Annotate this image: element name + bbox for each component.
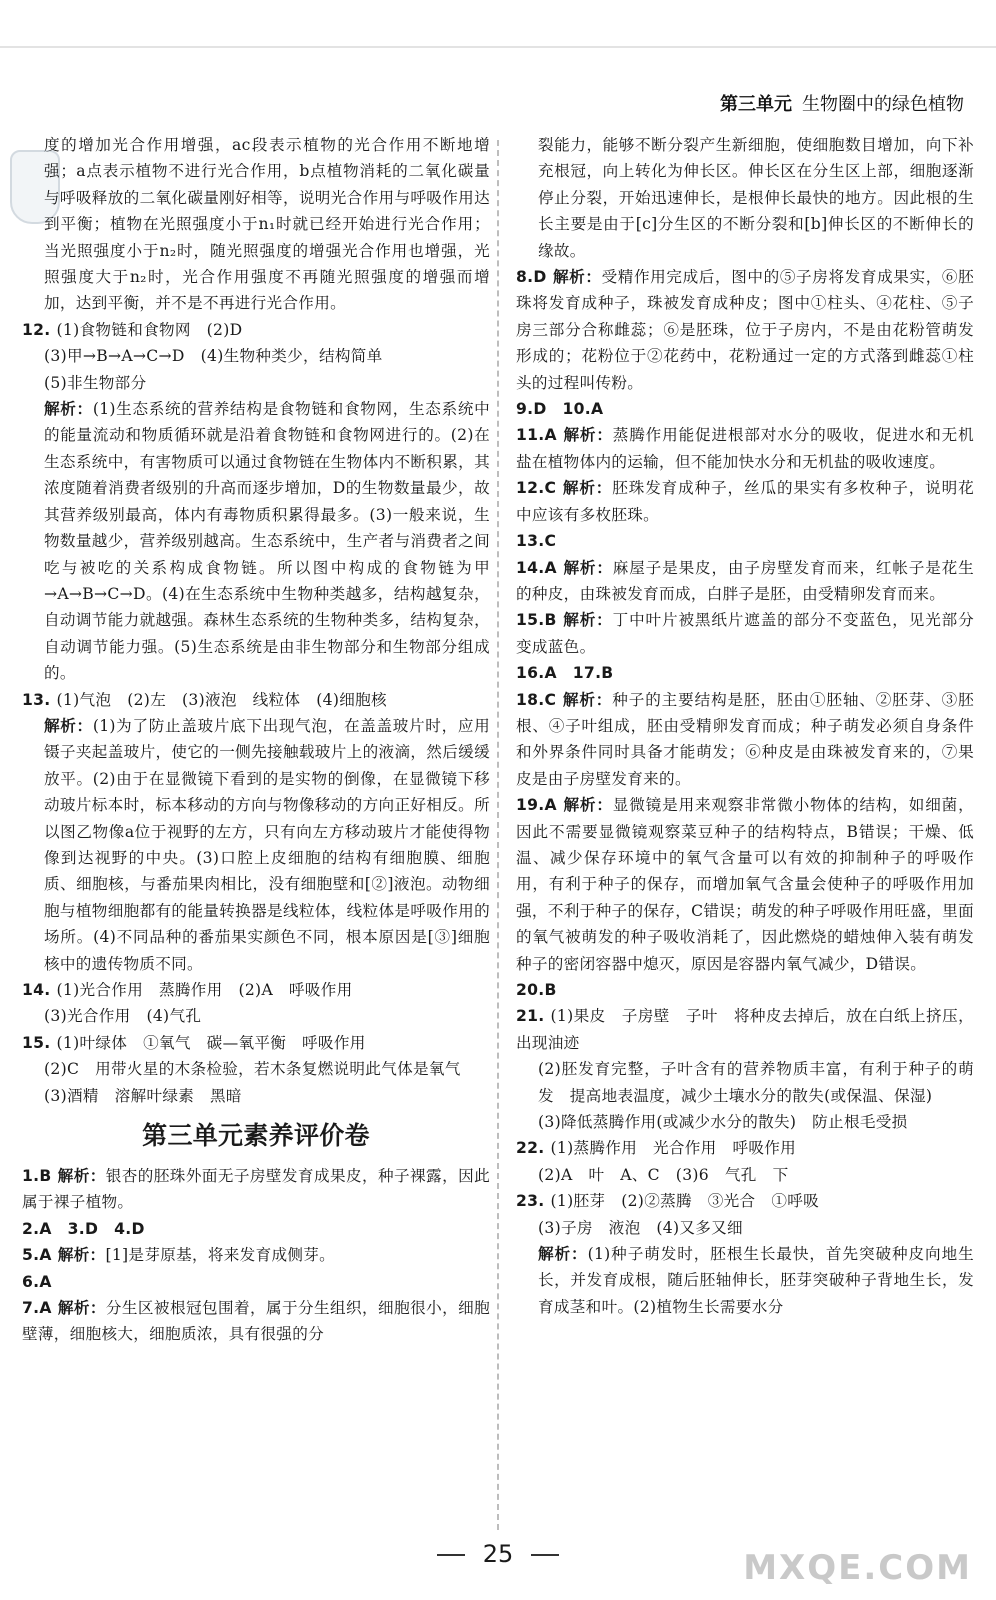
answer-paragraph xyxy=(22,713,490,977)
analysis-label: 解析： xyxy=(562,611,613,630)
question-number: 20.B xyxy=(516,981,557,999)
answer-paragraph xyxy=(22,396,490,686)
paragraph-text: (3)光合作用 (4)气孔 xyxy=(44,1007,202,1026)
answer-paragraph xyxy=(516,792,974,977)
paragraph-text: 胚珠发育成种子，丝瓜的果实有多枚种子，说明花中应该有多枚胚珠。 xyxy=(516,479,974,524)
paragraph-text: 蒸腾作用能促进根部对水分的吸收，促进水和无机盐在植物体内的运输，但不能加快水分和无机盐的吸收速度。 xyxy=(516,426,974,471)
footer-dash-right xyxy=(531,1554,559,1556)
paragraph-text: (1)气泡 (2)左 (3)液泡 线粒体 (4)细胞核 xyxy=(56,690,387,709)
paragraph-text: (1)蒸腾作用 光合作用 呼吸作用 xyxy=(550,1139,797,1158)
answer-paragraph xyxy=(22,1242,490,1268)
column-divider xyxy=(497,140,499,1530)
paragraph-text: 受精作用完成后，图中的⑤子房将发育成果实，⑥胚珠将发育成种子，珠被发育成种皮；图中①柱头、④花柱、⑤子房三部分合称雌蕊；⑥是胚珠，位于子房内，不是由花粉管萌发形成的；花粉位于②花药中，花粉通过一定的方式落到雌蕊①柱头的过程叫传粉。 xyxy=(516,268,974,392)
paragraph-text: (2)胚发育完整，子叶含有的营养物质丰富，有利于种子的萌发 提高地表温度，减少土壤水分的散失(或保温、保湿) xyxy=(538,1060,974,1105)
paragraph-text: (1)果皮 子房壁 子叶 将种皮去掉后，放在白纸上挤压，出现油迹 xyxy=(516,1007,974,1052)
answer-paragraph xyxy=(22,317,490,343)
answer-paragraph xyxy=(22,687,490,713)
answer-paragraph xyxy=(22,1295,490,1348)
question-number: 16.A 17.B xyxy=(516,664,614,683)
question-number: 11.A xyxy=(516,426,557,445)
answer-paragraph xyxy=(22,370,490,396)
question-number: 18.C xyxy=(516,690,557,709)
paragraph-text: (5)非生物部分 xyxy=(44,373,147,392)
analysis-label: 解析： xyxy=(538,1245,588,1264)
paragraph-text: 麻屋子是果皮，由子房壁发育而来，红帐子是花生的种皮，由珠被发育而成，白胖子是胚，由受精卵发育而来。 xyxy=(516,558,974,603)
paragraph-text: (2)C 用带火星的木条检验，若木条复燃说明此气体是氧气 xyxy=(44,1060,461,1079)
paragraph-text: 种子的主要结构是胚，胚由①胚轴、②胚芽、③胚根、④子叶组成，胚由受精卵发育而成；种子萌发必须自身条件和外界条件同时具备才能萌发；⑥种皮是由珠被发育来的，⑦果皮是由子房壁发育来的。 xyxy=(516,690,974,788)
paragraph-text: 裂能力，能够不断分裂产生新细胞，使细胞数目增加，向下补充根冠，向上转化为伸长区。伸长区在分生区上部，细胞逐渐停止分裂，开始迅速伸长，是根伸长最快的地方。因此根的生长主要是由于[c]分生区的不断分裂和[b]伸长区的不断伸长的缘故。 xyxy=(538,136,974,260)
analysis-label: 解析： xyxy=(57,1299,106,1318)
analysis-label: 解析： xyxy=(44,400,93,419)
answer-paragraph xyxy=(22,132,490,317)
question-number: 6.A xyxy=(22,1272,52,1291)
question-number: 9.D 10.A xyxy=(516,400,604,419)
answer-paragraph xyxy=(516,422,974,475)
answer-paragraph xyxy=(516,396,974,422)
question-number: 14. xyxy=(22,981,51,999)
paragraph-text: (1)胚芽 (2)②蒸腾 ③光合 ①呼吸 xyxy=(550,1192,820,1211)
question-number: 7.A xyxy=(22,1299,52,1318)
paragraph-text: (1)为了防止盖玻片底下出现气泡，在盖盖玻片时，应用镊子夹起盖玻片，使它的一侧先接触载玻片上的液滴，然后缓缓放平。(2)由于在显微镜下看到的是实物的倒像，在显微镜下移动玻片标本时，标本移动的方向与物像移动的方向正好相反。所以图乙物像a位于视野的左方，只有向左方移动玻片才能使得物像到达视野的中央。(3)口腔上皮细胞的结构有细胞膜、细胞质、细胞核，与番茄果肉相比，没有细胞壁和[②]液泡。动物细胞与植物细胞都有的能量转换器是线粒体，线粒体是呼吸作用的场所。(4)不同品种的番茄果实颜色不同，根本原因是[③]细胞核中的遗传物质不同。 xyxy=(44,716,490,973)
paragraph-text: 银杏的胚珠外面无子房壁发育成果皮，种子裸露，因此属于裸子植物。 xyxy=(22,1167,490,1212)
analysis-label: 解析： xyxy=(562,426,613,445)
answer-paragraph xyxy=(516,1241,974,1320)
paragraph-text: 分生区被根冠包围着，属于分生组织，细胞很小，细胞壁薄，细胞核大，细胞质浓，具有很强的分 xyxy=(22,1299,491,1344)
analysis-label: 解析： xyxy=(562,558,613,577)
question-number: 19.A xyxy=(516,796,557,815)
answer-paragraph xyxy=(22,343,490,369)
paragraph-text: (2)A 叶 A、C (3)6 气孔 下 xyxy=(538,1165,789,1184)
question-number: 15. xyxy=(22,1033,51,1052)
paragraph-text: (1)种子萌发时，胚根生长最快，首先突破种皮向地生长，并发育成根，随后胚轴伸长，胚芽突破种子背地生长，发育成茎和叶。(2)植物生长需要水分 xyxy=(538,1245,974,1316)
analysis-label: 解析： xyxy=(562,796,613,815)
analysis-label: 解析： xyxy=(562,479,613,498)
question-number: 12. xyxy=(22,320,51,339)
analysis-label: 解析： xyxy=(44,716,93,735)
answer-paragraph xyxy=(516,132,974,264)
question-number: 12.C xyxy=(516,479,557,498)
answer-paragraph xyxy=(516,977,974,1003)
analysis-label: 解析： xyxy=(562,690,613,709)
paragraph-text: 丁中叶片被黑纸片遮盖的部分不变蓝色，见光部分变成蓝色。 xyxy=(516,611,974,656)
paragraph-text: [1]是芽原基，将来发育成侧芽。 xyxy=(105,1246,336,1265)
answer-paragraph xyxy=(22,977,490,1003)
answer-paragraph xyxy=(516,264,974,396)
left-column xyxy=(22,132,490,1348)
analysis-label: 解析： xyxy=(552,268,602,287)
answer-paragraph xyxy=(516,1109,974,1135)
top-rule xyxy=(0,46,996,48)
answer-paragraph xyxy=(516,475,974,528)
question-number: 15.B xyxy=(516,611,557,630)
question-number: 21. xyxy=(516,1007,545,1026)
analysis-label: 解析： xyxy=(57,1167,106,1186)
answer-paragraph xyxy=(22,1056,490,1082)
question-number: 2.A 3.D 4.D xyxy=(22,1219,145,1238)
paragraph-text: (1)生态系统的营养结构是食物链和食物网，生态系统中的能量流动和物质循环就是沿着食物链和食物网进行的。(2)在生态系统中，有害物质可以通过食物链在生物体内不断积累，其浓度随着消费者级别的升高而逐步增加，D的生物数量最少，故其营养级别最高，体内有毒物质积累得最多。(3)一般来说，生物数量越少，营养级别越高。生态系统中，生产者与消费者之间吃与被吃的关系构成食物链。所以图中构成的食物链为甲→A→B→C→D。(4)在生态系统中生物种类越多，结构越复杂，自动调节能力就越强。森林生态系统的生物种类多，结构复杂，自动调节能力强。(5)生态系统是由非生物部分和生物部分组成的。 xyxy=(44,400,490,683)
answer-paragraph xyxy=(22,1216,490,1242)
page-number: 25 xyxy=(482,1540,514,1568)
watermark: MXQE.COM xyxy=(743,1548,972,1588)
answer-paragraph xyxy=(516,1215,974,1241)
question-number: 14.A xyxy=(516,558,557,577)
question-number: 8.D xyxy=(516,268,547,287)
answer-paragraph xyxy=(516,1188,974,1214)
answer-paragraph xyxy=(22,1163,490,1216)
question-number: 13. xyxy=(22,690,51,709)
question-number: 5.A xyxy=(22,1246,52,1265)
question-number: 13.C xyxy=(516,532,557,551)
paragraph-text: (3)酒精 溶解叶绿素 黑暗 xyxy=(44,1086,242,1105)
paragraph-text: (1)光合作用 蒸腾作用 (2)A 呼吸作用 xyxy=(56,981,353,999)
page-header xyxy=(720,90,964,116)
footer-dash-left xyxy=(437,1554,465,1556)
answer-paragraph xyxy=(516,660,974,686)
paragraph-text: (3)降低蒸腾作用(或减少水分的散失) 防止根毛受损 xyxy=(538,1113,908,1132)
answer-paragraph xyxy=(516,607,974,660)
answer-paragraph xyxy=(22,1269,490,1295)
paragraph-text: (1)叶绿体 ①氧气 碳—氧平衡 呼吸作用 xyxy=(56,1033,366,1052)
paragraph-text: (1)食物链和食物网 (2)D xyxy=(56,320,243,339)
question-number: 23. xyxy=(516,1192,545,1211)
right-column xyxy=(516,132,974,1320)
question-number: 1.B xyxy=(22,1167,52,1186)
paragraph-text: (3)甲→B→A→C→D (4)生物种类少，结构简单 xyxy=(44,347,383,366)
answer-paragraph xyxy=(516,528,974,554)
header-title: 生物圈中的绿色植物 xyxy=(802,94,964,115)
answer-paragraph xyxy=(516,555,974,608)
question-number: 22. xyxy=(516,1139,545,1158)
answer-paragraph xyxy=(516,1162,974,1188)
answer-paragraph xyxy=(22,1003,490,1029)
header-unit: 第三单元 xyxy=(720,94,792,115)
analysis-label: 解析： xyxy=(57,1246,106,1265)
paragraph-text: (3)子房 液泡 (4)又多又细 xyxy=(538,1218,743,1237)
answer-paragraph xyxy=(516,1056,974,1109)
answer-paragraph xyxy=(516,1003,974,1056)
section-title: 第三单元素养评价卷 xyxy=(142,1121,370,1151)
paragraph-text: 显微镜是用来观察非常微小物体的结构，如细菌，因此不需要显微镜观察菜豆种子的结构特点，B错误；干燥、低温、减少保存环境中的氧气含量可以有效的抑制种子的呼吸作用，有利于种子的保存，而增加氧气含量会使种子的呼吸作用加强，不利于种子的保存，C错误；萌发的种子呼吸作用旺盛，里面的氧气被萌发的种子吸收消耗了，因此燃烧的蜡烛伸入装有萌发种子的密闭容器中熄灭，原因是容器内氧气减少，D错误。 xyxy=(516,796,974,973)
paragraph-text: 度的增加光合作用增强，ac段表示植物的光合作用不断地增强；a点表示植物不进行光合作用，b点植物消耗的二氧化碳量与呼吸释放的二氧化碳量刚好相等，说明光合作用与呼吸作用达到平衡；植物在光照强度小于n₁时就已经开始进行光合作用；当光照强度小于n₂时，随光照强度的增强光合作用也增强，光照强度大于n₂时，光合作用强度不再随光照强度的增强而增加，达到平衡，并不是不再进行光合作用。 xyxy=(44,136,490,313)
answer-paragraph xyxy=(22,1083,490,1109)
answer-paragraph xyxy=(516,1135,974,1161)
answer-paragraph xyxy=(22,1030,490,1056)
answer-paragraph xyxy=(516,687,974,793)
